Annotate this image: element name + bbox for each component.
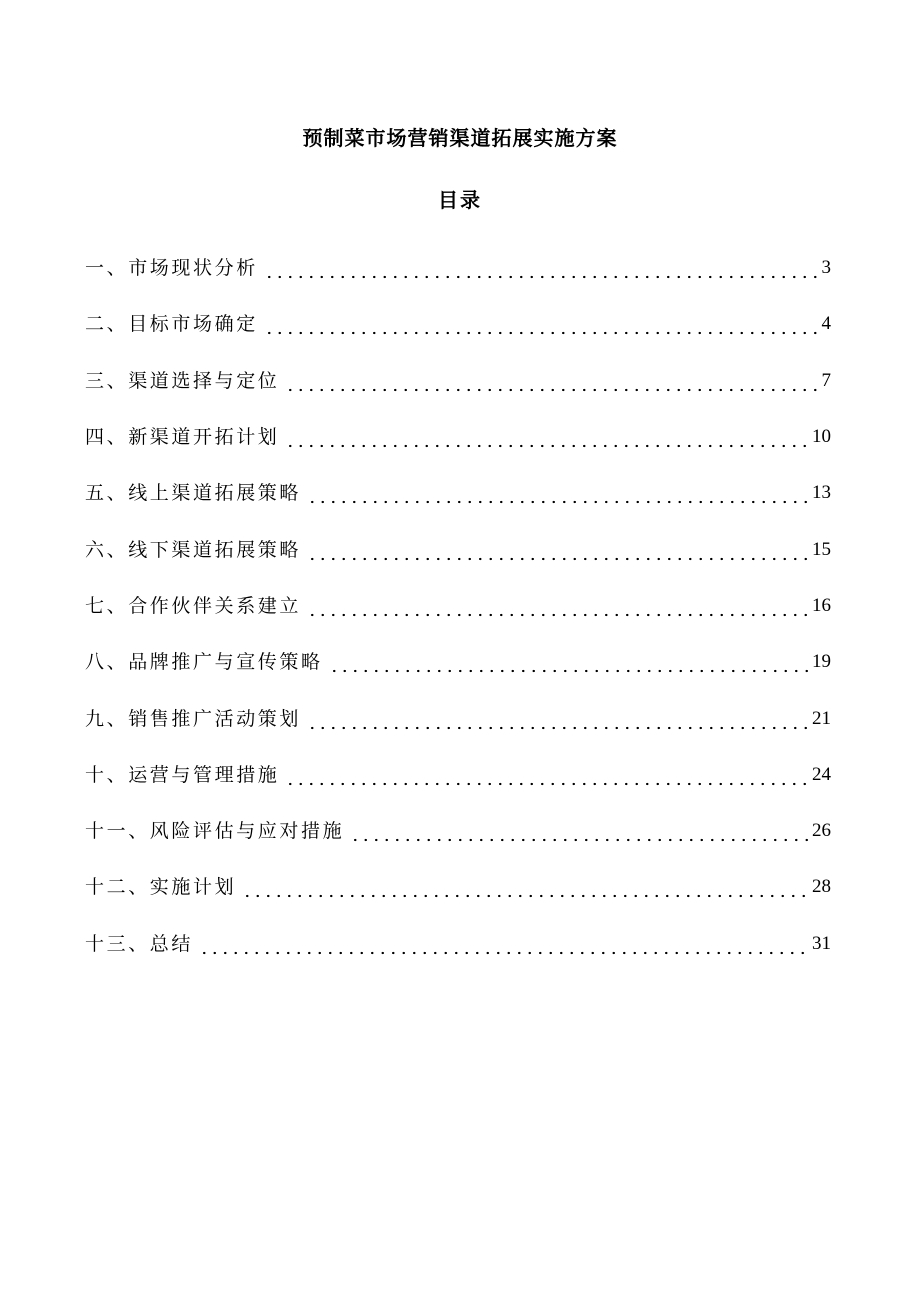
toc-entry[interactable] xyxy=(85,578,831,634)
toc-dot-leader xyxy=(264,308,818,340)
toc-entry-page: 31 xyxy=(812,932,831,954)
toc-entry-label: 六、线下渠道拓展策略 xyxy=(85,538,302,561)
toc-entry-label: 七、合作伙伴关系建立 xyxy=(85,594,302,617)
toc-entry[interactable] xyxy=(85,747,831,803)
toc-entry-page: 19 xyxy=(812,651,831,673)
toc-entry-label: 十三、总结 xyxy=(85,932,194,955)
toc-dot-leader xyxy=(242,871,808,903)
toc-dot-leader xyxy=(307,534,808,566)
toc-entry[interactable] xyxy=(85,859,831,915)
toc-entry-page: 26 xyxy=(812,820,831,842)
toc-entry-page: 16 xyxy=(812,594,831,616)
toc-entry[interactable] xyxy=(85,690,831,746)
toc-entry-label: 五、线上渠道拓展策略 xyxy=(85,482,302,505)
toc-entry[interactable] xyxy=(85,240,831,296)
toc-entry[interactable] xyxy=(85,521,831,577)
toc-dot-leader xyxy=(285,759,808,791)
toc-entry-page: 28 xyxy=(812,876,831,898)
toc-dot-leader xyxy=(350,815,808,847)
toc-entry[interactable] xyxy=(85,634,831,690)
toc-entry-label: 三、渠道选择与定位 xyxy=(85,369,280,392)
toc-entry-page: 4 xyxy=(821,313,831,335)
toc-entry[interactable] xyxy=(85,465,831,521)
toc-dot-leader xyxy=(329,646,808,678)
toc-dot-leader xyxy=(285,365,817,397)
toc-heading: 目录 xyxy=(438,188,482,212)
toc-entry-page: 3 xyxy=(821,257,831,279)
toc-dot-leader xyxy=(285,421,808,453)
toc-entry-label: 十一、风险评估与应对措施 xyxy=(85,820,345,843)
toc-entry[interactable] xyxy=(85,353,831,409)
toc-entry[interactable] xyxy=(85,916,831,972)
toc-entry-page: 24 xyxy=(812,763,831,785)
toc-dot-leader xyxy=(307,477,808,509)
toc-entry[interactable] xyxy=(85,803,831,859)
toc-entry[interactable] xyxy=(85,296,831,352)
toc-entry-label: 十、运营与管理措施 xyxy=(85,763,280,786)
toc-entry-page: 15 xyxy=(812,538,831,560)
toc-entry-page: 7 xyxy=(821,369,831,391)
toc-entry-label: 一、市场现状分析 xyxy=(85,257,258,280)
toc-entry-label: 四、新渠道开拓计划 xyxy=(85,426,280,449)
toc-dot-leader xyxy=(264,252,818,284)
table-of-contents xyxy=(85,240,831,972)
toc-dot-leader xyxy=(307,590,808,622)
toc-entry-label: 八、品牌推广与宣传策略 xyxy=(85,651,323,674)
toc-dot-leader xyxy=(307,703,808,735)
toc-entry-page: 13 xyxy=(812,482,831,504)
toc-entry-label: 九、销售推广活动策划 xyxy=(85,707,302,730)
toc-entry-label: 二、目标市场确定 xyxy=(85,313,258,336)
toc-entry[interactable] xyxy=(85,409,831,465)
document-title: 预制菜市场营销渠道拓展实施方案 xyxy=(302,126,618,150)
toc-entry-page: 10 xyxy=(812,426,831,448)
toc-entry-page: 21 xyxy=(812,707,831,729)
toc-dot-leader xyxy=(199,928,808,960)
toc-entry-label: 十二、实施计划 xyxy=(85,876,237,899)
